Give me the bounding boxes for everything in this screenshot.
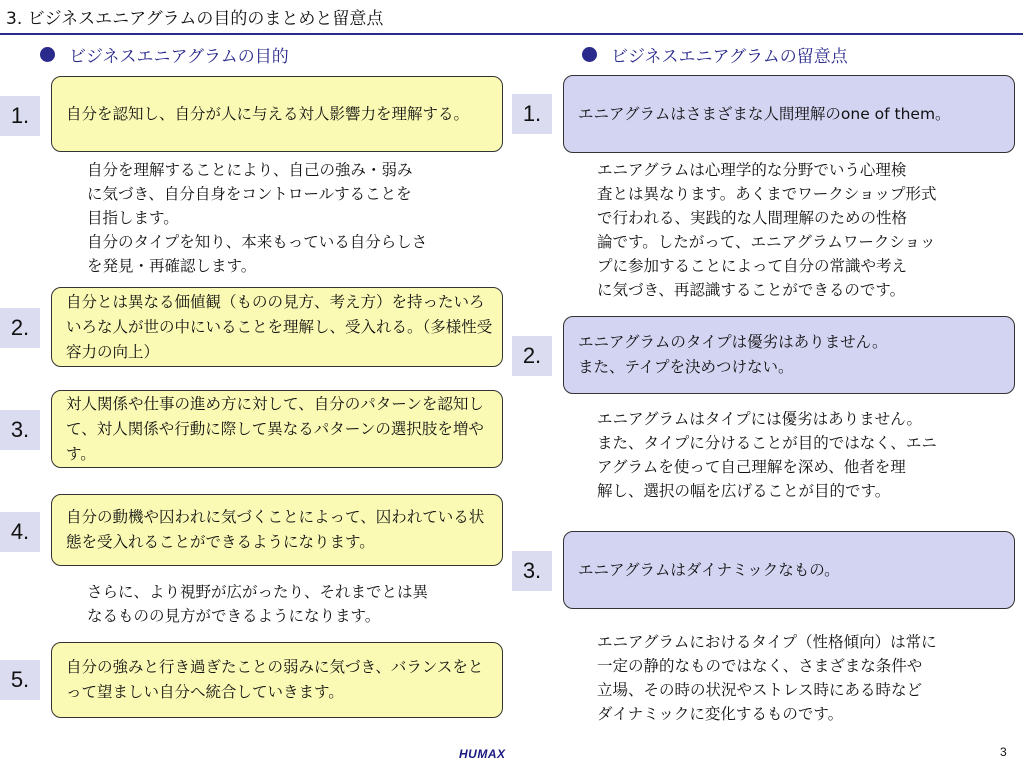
- left-item-5-text: 自分の強みと行き過ぎたことの弱みに気づき、バランスをとって望ましい自分へ統合していきます。: [66, 658, 484, 701]
- left-item-5-box: [51, 642, 503, 718]
- brand-logo-text: HUMAX: [459, 747, 506, 761]
- left-item-1-number: 1.: [0, 96, 40, 136]
- right-item-2-number: 2.: [512, 336, 552, 376]
- right-item-2-note: エニアグラムはタイプには優劣はありません。 また、タイプに分けることが目的ではなく、エニ アグラムを使って自己理解を深め、他者を理 解し、選択の幅を広げることが目的です。: [597, 410, 937, 500]
- right-heading-text: ビジネスエニアグラムの留意点: [611, 47, 848, 67]
- right-item-2-text: エニアグラムのタイプは優劣はありません。 また、テイプを決めつけない。: [578, 333, 888, 376]
- left-item-4-text: 自分の動機や囚われに気づくことによって、囚われている状態を受入れることができるようになります。: [66, 508, 485, 551]
- left-item-2-text: 自分とは異なる価値観（ものの見方、考え方）を持ったいろいろな人が世の中にいることを理解し、受入れる。（多様性受容力の向上）: [66, 292, 493, 361]
- left-item-4-box: [51, 494, 503, 566]
- left-item-1-text: 自分を認知し、自分が人に与える対人影響力を理解する。: [66, 104, 470, 123]
- right-section-heading: [582, 42, 848, 67]
- left-item-4-number: 4.: [0, 512, 40, 552]
- bullet-dot-icon: [40, 47, 55, 62]
- left-item-3-text: 対人関係や仕事の進め方に対して、自分のパターンを認知して、対人関係や行動に際して異なるパターンの選択肢を増やす。: [66, 394, 484, 463]
- right-item-1-box: [563, 75, 1015, 153]
- left-item-2-number: 2.: [0, 308, 40, 348]
- page-number: 3: [1000, 745, 1007, 759]
- title-divider: [0, 33, 1023, 35]
- left-section-heading: [40, 42, 289, 67]
- right-item-1-note: エニアグラムは心理学的な分野でいう心理検 査とは異なります。あくまでワークショップ形式 で行われる、実践的な人間理解のための性格 論です。したがって、エニアグラムワークショッ プに参加することによって自分の常識や考え に気づき、再認識することができるのです。: [597, 161, 937, 299]
- left-item-3-box: [51, 390, 503, 468]
- right-item-1-number: 1.: [512, 94, 552, 134]
- left-item-1-note: 自分を理解することにより、自己の強み・弱み に気づき、自分自身をコントロールすることを 目指します。 自分のタイプを知り、本来もっている自分らしさ を発見・再確認します。: [87, 161, 428, 275]
- right-item-3-text: エニアグラムはダイナミックなもの。: [578, 560, 840, 579]
- right-item-3-number: 3.: [512, 551, 552, 591]
- slide-title: 3. ビジネスエニアグラムの目的のまとめと留意点: [6, 9, 384, 29]
- right-item-1-text: エニアグラムはさまざまな人間理解のone of them。: [578, 104, 951, 123]
- left-item-4-note: さらに、より視野が広がったり、それまでとは異 なるものの見方ができるようになります。: [87, 583, 429, 625]
- left-item-2-box: [51, 287, 503, 367]
- right-item-2-box: [563, 316, 1015, 394]
- left-item-1-box: [51, 76, 503, 152]
- left-item-5-number: 5.: [0, 660, 40, 700]
- bullet-dot-icon: [582, 47, 597, 62]
- right-item-3-box: [563, 531, 1015, 609]
- left-heading-text: ビジネスエニアグラムの目的: [69, 47, 289, 67]
- left-item-3-number: 3.: [0, 410, 40, 450]
- right-item-3-note: エニアグラムにおけるタイプ（性格傾向）は常に 一定の静的なものではなく、さまざまな条件や 立場、その時の状況やストレス時にある時など ダイナミックに変化するものです。: [597, 633, 937, 723]
